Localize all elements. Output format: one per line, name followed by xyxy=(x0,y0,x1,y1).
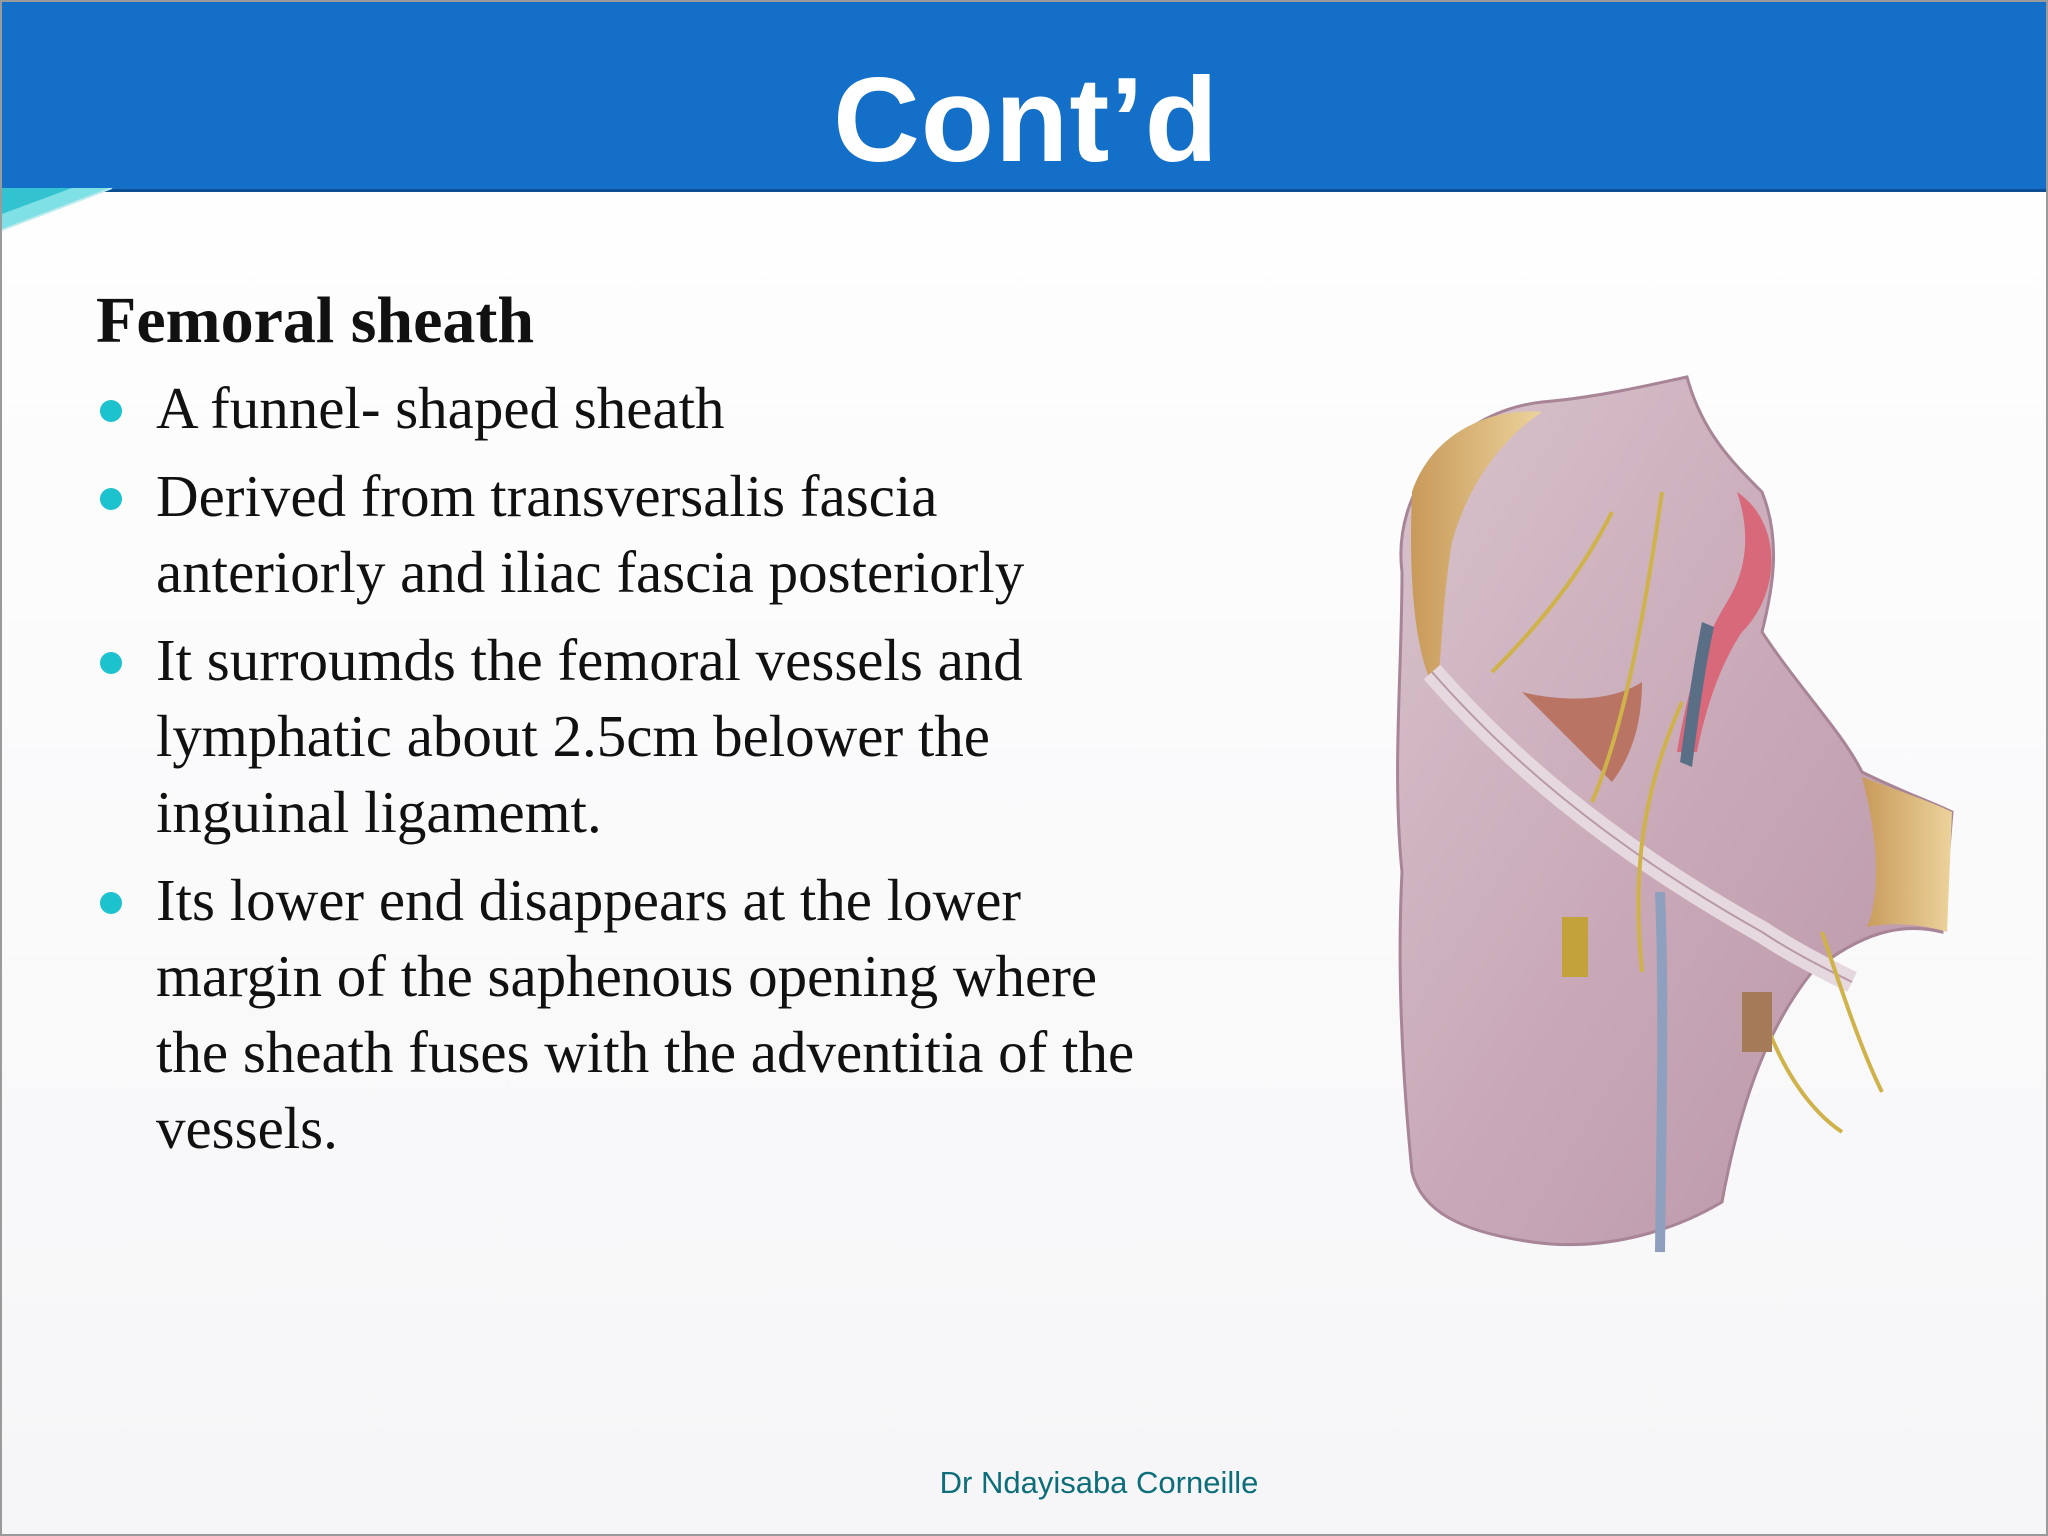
anatomy-illustration-icon xyxy=(1342,372,1962,1272)
section-heading: Femoral sheath xyxy=(96,284,535,357)
bullet-item xyxy=(96,458,1176,610)
bullet-dot-icon xyxy=(100,488,122,510)
title-bar xyxy=(2,2,2048,192)
bullet-dot-icon xyxy=(100,400,122,422)
bullet-text: A funnel- shaped sheath xyxy=(156,375,725,441)
footer-author: Dr Ndayisaba Corneille xyxy=(939,1465,1259,1500)
corner-accent-icon xyxy=(2,188,122,238)
bullet-dot-icon xyxy=(100,892,122,914)
bullet-text: It surroumds the femoral vessels and lymphatic about 2.5cm belower the inguinal ligamemt. xyxy=(156,627,1023,845)
bullet-text: Its lower end disappears at the lower margin of the saphenous opening where the sheath fuses with the adventitia of the vessels. xyxy=(156,867,1135,1161)
bullet-dot-icon xyxy=(100,652,122,674)
bullet-text: Derived from transversalis fascia anteriorly and iliac fascia posteriorly xyxy=(156,463,1025,605)
bullet-item xyxy=(96,370,1176,446)
bullet-item xyxy=(96,622,1176,850)
slide-title: Cont’d xyxy=(833,53,1219,187)
bullet-item xyxy=(96,862,1176,1166)
bullet-list xyxy=(96,370,1176,1166)
content xyxy=(96,276,1176,1178)
